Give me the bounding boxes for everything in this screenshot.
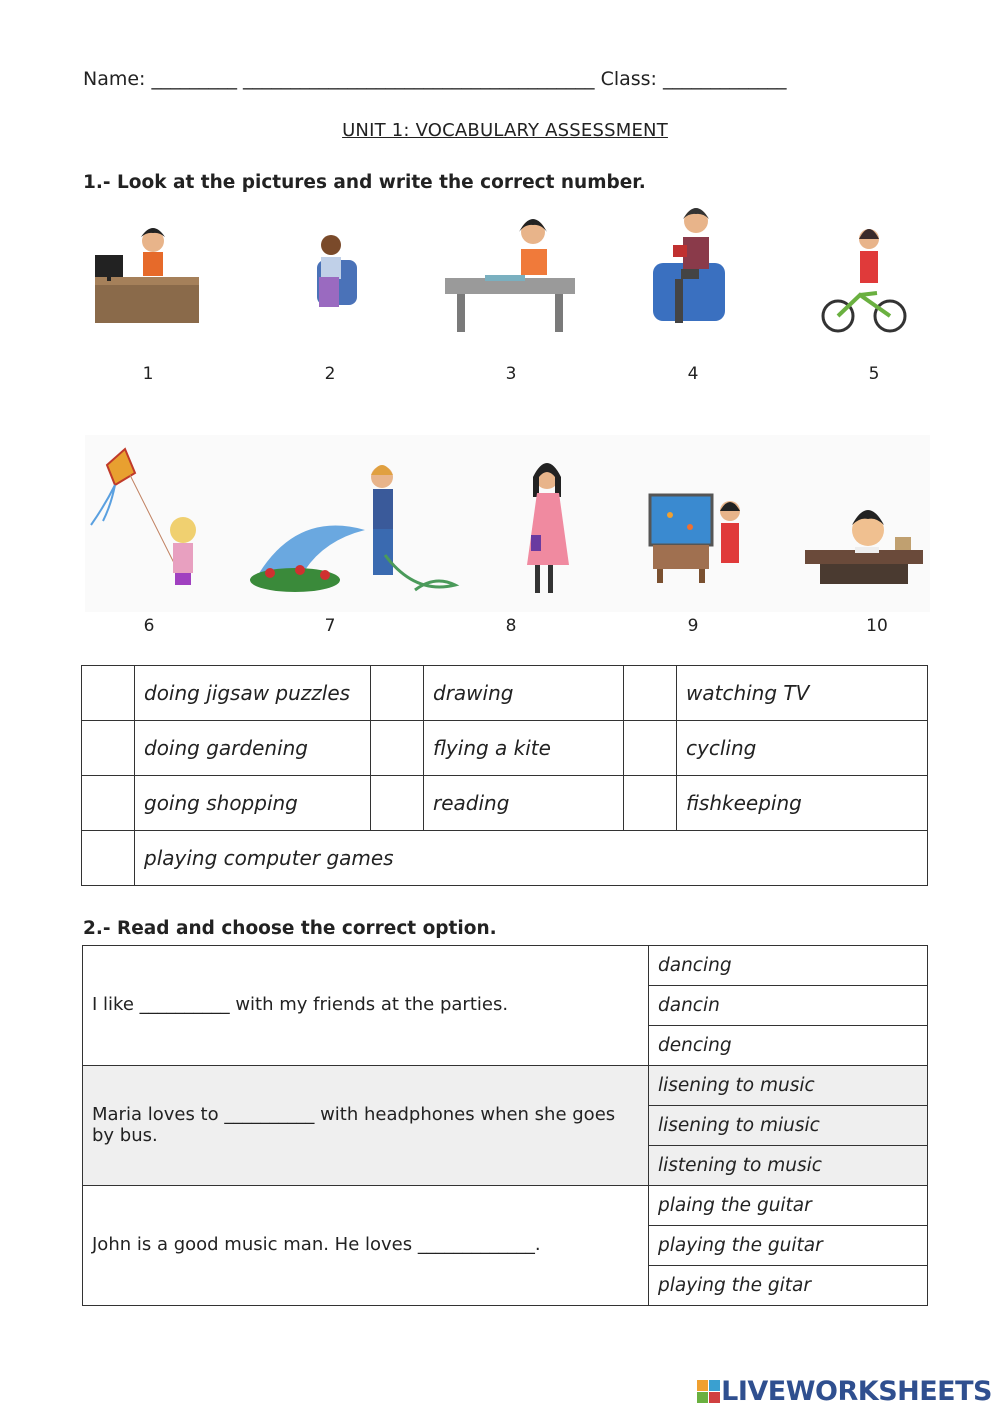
picture-jigsaw-puzzles [445,219,575,332]
picture-number-10: 10 [866,616,888,636]
option-choice[interactable]: dancing [649,946,928,986]
answer-box[interactable] [82,776,135,831]
answer-box[interactable] [371,721,424,776]
section2-instruction: 2.- Read and choose the correct option. [83,918,497,939]
picture-number-6: 6 [143,616,155,636]
option-choice[interactable]: playing the gitar [649,1266,928,1306]
word-bank-table [81,665,928,886]
pictures-row-1 [85,205,930,335]
picture-number-1: 1 [142,364,154,384]
pictures-row-2 [85,435,930,612]
table-row [83,946,928,986]
option-choice[interactable]: dancin [649,986,928,1026]
table-row [82,721,928,776]
question-sentence: Maria loves to __________ with headphones when she goes by bus. [83,1066,649,1186]
answer-box[interactable] [624,666,677,721]
option-choice[interactable]: lisening to music [649,1066,928,1106]
word-bank-item: cycling [677,721,928,776]
section1-instruction: 1.- Look at the pictures and write the correct number. [83,172,646,193]
picture-number-8: 8 [505,616,517,636]
picture-number-7: 7 [324,616,336,636]
picture-computer-games [95,228,199,323]
picture-cycling [823,229,905,331]
picture-drawing [317,235,357,307]
option-choice[interactable]: lisening to miusic [649,1106,928,1146]
name-class-line: Name: _________ _____________________________________ Class: _____________ [83,68,787,90]
picture-number-4: 4 [687,364,699,384]
liveworksheets-logo-text: LIVEWORKSHEETS [721,1376,992,1407]
answer-box[interactable] [371,776,424,831]
page-title: UNIT 1: VOCABULARY ASSESSMENT [342,120,668,141]
word-bank-item: drawing [424,666,624,721]
question-sentence: I like __________ with my friends at the parties. [83,946,649,1066]
picture-number-9: 9 [687,616,699,636]
picture-number-5: 5 [868,364,880,384]
option-choice[interactable]: plaing the guitar [649,1186,928,1226]
choice-table [82,945,928,1306]
liveworksheets-logo [697,1376,992,1407]
word-bank-item: doing jigsaw puzzles [135,666,371,721]
answer-box[interactable] [82,831,135,886]
answer-box[interactable] [624,776,677,831]
table-row [82,666,928,721]
word-bank-item: watching TV [677,666,928,721]
answer-box[interactable] [82,721,135,776]
table-row [83,1186,928,1226]
word-bank-item: reading [424,776,624,831]
table-row [82,776,928,831]
word-bank-item: flying a kite [424,721,624,776]
liveworksheets-logo-icon [697,1380,721,1404]
picture-number-3: 3 [505,364,517,384]
option-choice[interactable]: dencing [649,1026,928,1066]
picture-reading [653,208,725,323]
question-sentence: John is a good music man. He loves _____________. [83,1186,649,1306]
option-choice[interactable]: playing the guitar [649,1226,928,1266]
word-bank-item: playing computer games [135,831,928,886]
word-bank-item: fishkeeping [677,776,928,831]
table-row [83,1066,928,1106]
answer-box[interactable] [371,666,424,721]
answer-box[interactable] [624,721,677,776]
picture-number-2: 2 [324,364,336,384]
answer-box[interactable] [82,666,135,721]
word-bank-item: going shopping [135,776,371,831]
table-row [82,831,928,886]
option-choice[interactable]: listening to music [649,1146,928,1186]
word-bank-item: doing gardening [135,721,371,776]
